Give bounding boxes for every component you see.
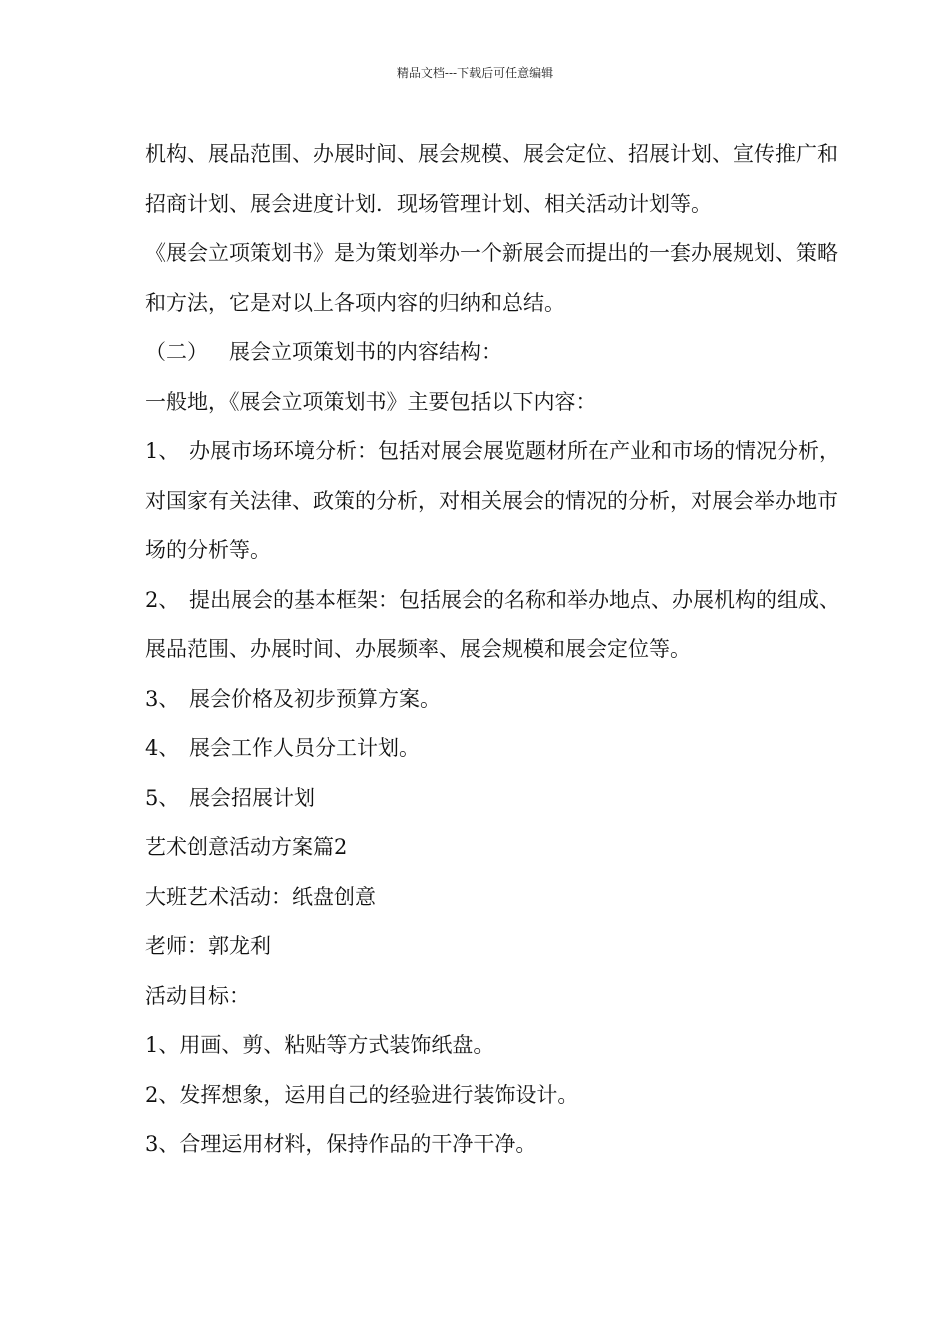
- list-item: [145, 675, 845, 725]
- list-item-text: 展会招展计划: [189, 785, 315, 810]
- list-item-text: 办展市场环境分析：包括对展会展览题材所在产业和市场的情况分析，对国家有关法律、政策的分析，对相关展会的情况的分析，对展会举办地市场的分析等。: [145, 439, 840, 562]
- section-title: 展会立项策划书的内容结构：: [229, 340, 502, 364]
- list-item: [145, 724, 845, 774]
- goal-item: 3、合理运用材料，保持作品的干净干净。: [145, 1132, 537, 1156]
- goals-label: 活动目标：: [145, 983, 250, 1008]
- list-item-text: 展会价格及初步预算方案。: [189, 686, 441, 711]
- activity-title: 大班艺术活动：纸盘创意: [145, 884, 376, 909]
- list-item-text: 展会工作人员分工计划。: [189, 736, 420, 760]
- paragraph-intro: 一般地，《展会立项策划书》主要包括以下内容：: [145, 389, 597, 414]
- list-item: [145, 576, 845, 675]
- goal-item: 2、发挥想象，运用自己的经验进行装饰设计。: [145, 1082, 579, 1107]
- list-item: [145, 774, 845, 824]
- section-title-2: 艺术创意活动方案篇2: [145, 835, 348, 859]
- paragraph-1: 机构、展品范围、办展时间、展会规模、展会定位、招展计划、宣传推广和招商计划、展会进度计划．现场管理计划、相关活动计划等。: [145, 142, 838, 216]
- document-body: [145, 130, 845, 1170]
- list-item-number: 5、: [145, 785, 180, 810]
- goal-item: 1、用画、剪、粘贴等方式装饰纸盘。: [145, 1033, 495, 1057]
- section-heading: [145, 328, 845, 378]
- paragraph-2: 《展会立项策划书》是为策划举办一个新展会而提出的一套办展规划、策略和方法，它是对以上各项内容的归纳和总结。: [145, 241, 838, 315]
- section-number: （二）: [145, 340, 208, 364]
- list-item-number: 2、: [145, 587, 180, 612]
- teacher-line: 老师：郭龙利: [145, 934, 271, 958]
- page-header: 精品文档---下载后可任意编辑: [396, 66, 554, 80]
- list-item-number: 1、: [145, 439, 180, 463]
- list-item-text: 提出展会的基本框架：包括展会的名称和举办地点、办展机构的组成、展品范围、办展时间、办展频率、展会规模和展会定位等。: [145, 587, 840, 661]
- list-item-number: 4、: [145, 736, 180, 760]
- list-item-number: 3、: [145, 686, 180, 711]
- list-item: [145, 427, 845, 576]
